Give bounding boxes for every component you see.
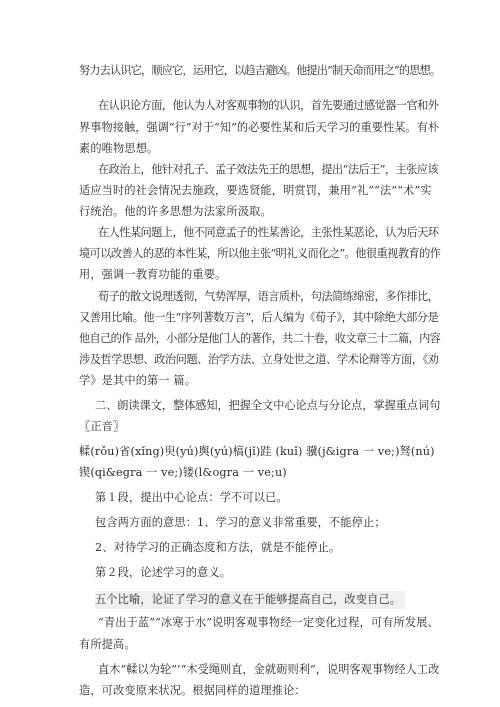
text-line: 在认识论方面，他认为人对客观事物的认识，首先要通过感觉器一官和外 [98, 99, 439, 112]
text-line: 他自己的作 品外，小部分是他门人的著作，共二十卷，收文章三十二篇，内容 [79, 332, 441, 345]
text-line: 造，可改变原来状况。根据同样的道理推论： [79, 684, 306, 697]
text-line: 用，强调一教育功能的重要。 [79, 268, 227, 281]
pronunciation-line: 輮(rǒu)省(xǐng)臾(yú)舆(yú)槁(jǐ)跬 (kuǐ) 骥(j&igra 一 ve;)驽(nú) [79, 445, 435, 458]
text-line: 在人性某问题上，他不同意孟子的性某善论，主张性某恶论，认为后天环 [98, 226, 439, 239]
text-line: 2、对待学习的正确态度和方法，就是不能停止。 [95, 541, 341, 554]
text-line: “青出于蓝”“冰寒于水”说明客观事物经一定变化过程，可有所发展、 [98, 616, 439, 629]
pronunciation-line: 锲(qi&egra 一 ve;)镂(l&ogra 一 ve;u) [79, 466, 287, 479]
text-line: 有所提高。 [79, 638, 136, 651]
text-line: 第１段，提出中心论点：学不可以已。 [95, 491, 288, 504]
text-line: 包含两方面的意思：1、学习的意义非常重要，不能停止； [95, 516, 386, 529]
text-line: 又善用比喻。他一生“序列著数万言”，后人编为《荀子》，其中除绝大部分是 [79, 311, 439, 324]
text-line: 行统治。他的许多思想为法家所汲取。 [79, 205, 272, 218]
text-line: 努力去认识它，顺应它，运用它，以趋吉避凶。他提出“制天命而用之”的思想。 [79, 64, 441, 77]
text-line: 学》是其中的第一 篇。 [79, 374, 197, 387]
text-line: 在政治上，他针对孔子、孟子效法先王的思想，提出“法后王”，主张应该 [98, 163, 439, 176]
text-line: 涉及哲学思想、政治问题、治学方法、立身处世之道、学术论辩等方面，《劝 [79, 353, 439, 366]
text-line: 境可以改善人的恶的本性某，所以他主张“明礼义而化之”。他很重视教育的作 [79, 247, 441, 260]
text-line: 直木“輮以为轮”’“木受绳则直，金就砺则利”，说明客观事物经人工改 [98, 663, 440, 676]
text-line: 适应当时的社会情况去施政，要选贤能，明赏罚，兼用“礼”“法”“术”实 [79, 184, 432, 197]
text-line: 素的唯物思想。 [79, 142, 159, 155]
text-line: 界事物接触，强调“行”对于“知”的必要性某和后天学习的重要性某。有朴 [79, 121, 440, 134]
text-line: 第２段，论述学习的意义。 [95, 566, 232, 579]
text-line: 二、朗读课文，整体感知，把握全文中心论点与分论点，掌握重点词句 [95, 399, 441, 412]
text-line: 五个比喻，论证了学习的意义在于能够提高自己，改变自己。 [95, 591, 405, 609]
text-line: 荀子的散文说理透彻，气势浑厚，语言质朴，句法简练绵密，多作排比， [98, 290, 439, 303]
section-heading: 〖正音〗 [79, 420, 125, 433]
